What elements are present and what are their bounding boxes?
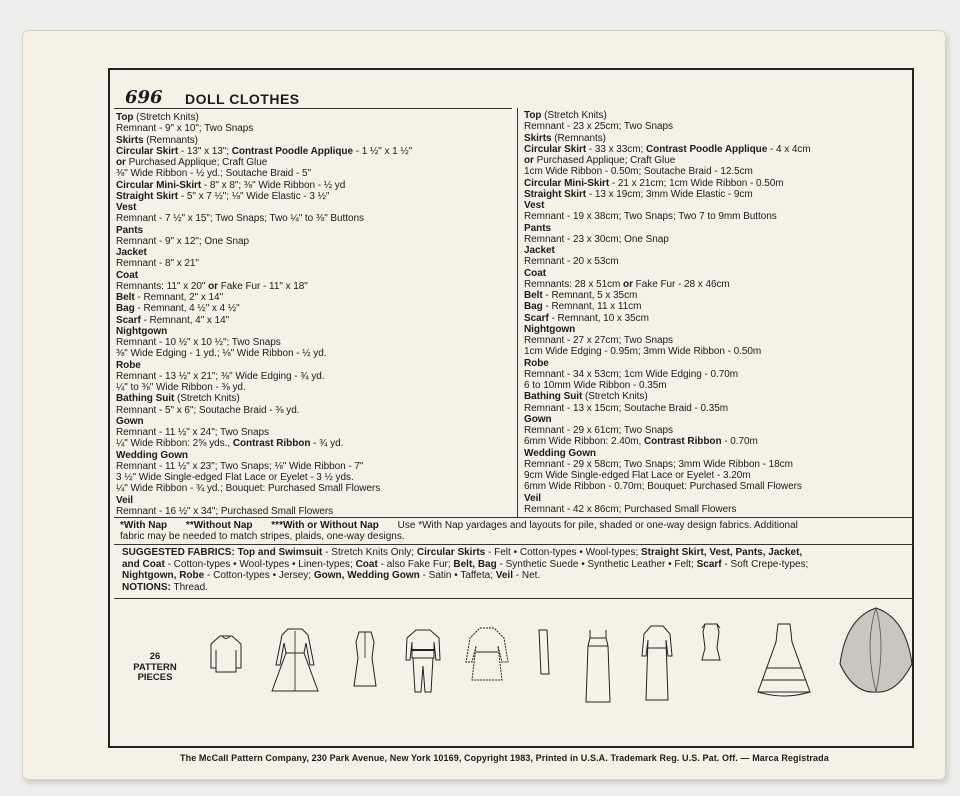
metric-line [524,470,811,481]
notions-rule [114,598,914,599]
wedding-gown-sketch [752,620,816,704]
imperial-line-text: Circular Skirt [116,145,179,157]
imperial-line-text: Pants [116,224,143,236]
metric-line-text: Jacket [524,245,555,256]
metric-line [524,436,811,447]
imperial-line-text: Coat [116,269,139,281]
imperial-line-text: - Remnant, 2" x 14" [134,292,224,303]
metric-line [524,133,811,144]
metric-line-text: - 21 x 21cm; 1cm Wide Ribbon - 0.50m [609,177,784,189]
imperial-line-text: Contrast Poodle Applique [231,145,353,157]
pieces-label-1: PATTERN [133,661,177,673]
imperial-line [116,135,412,146]
imperial-line [116,348,412,359]
without-nap-label: **Without Nap [185,520,253,531]
imperial-line-text: Robe [116,359,141,371]
imperial-line [116,303,412,314]
imperial-line [116,371,412,382]
imperial-line-text: - ¾ yd. [310,438,344,450]
imperial-line-text: Remnant - 16 ½" x 34"; Purchased Small Flowers [116,505,334,517]
imperial-line-text: Nightgown [116,325,168,337]
metric-line [524,346,811,357]
column-divider [517,108,518,518]
imperial-line [116,326,412,337]
fabrics-line-text: - also Fake Fur; [377,558,454,570]
fabrics-line [122,570,912,582]
imperial-line-text: Vest [116,202,137,213]
fabrics-line-text: Veil [495,570,513,581]
metric-line-text: Circular Mini-Skirt [524,177,610,189]
imperial-line-text: Remnants: 11" x 20" [116,280,209,292]
metric-line-text: 6mm Wide Ribbon - 0.70m; Bouquet: Purchased Small Flowers [524,481,802,493]
metric-requirements-column [524,110,811,515]
metric-line-text: Wedding Gown [524,447,596,459]
bathing-suit-sketch [696,620,726,670]
metric-line-text: - Remnant, 5 x 35cm [542,290,638,301]
imperial-line-text: Remnant - 10 ½" x 10 ½"; Two Snaps [116,337,281,348]
metric-line [524,211,811,222]
metric-line [524,110,811,121]
fabrics-line-text: Thread. [170,581,208,593]
metric-line [524,504,811,515]
imperial-line [116,337,412,348]
fabrics-line-text: Gown, Wedding Gown [313,570,420,581]
metric-line-text: Veil [524,492,542,504]
imperial-line [116,495,412,506]
pattern-title: DOLL CLOTHES [185,91,300,107]
metric-line [524,200,811,211]
metric-line-text: Contrast Ribbon [643,436,722,448]
imperial-requirements-column [116,112,412,517]
imperial-line-text: Circular Mini-Skirt [116,179,202,191]
nap-note: Use *With Nap yardages and layouts for pile, shaded or one-way design fabrics. Additional [397,520,798,531]
imperial-line-text: (Remnants) [143,134,198,146]
imperial-line [116,202,412,213]
imperial-line [116,247,412,258]
imperial-line [116,180,412,191]
imperial-line-text: - Remnant, 4 ½" x 4 ½" [134,303,240,315]
metric-line-text: Remnant - 34 x 53cm; 1cm Wide Edging - 0.70m [524,368,739,380]
pattern-pieces-count [125,652,185,684]
imperial-line [116,416,412,427]
metric-line-text: - 4 x 4cm [767,143,811,155]
imperial-line [116,112,412,123]
imperial-line-text: or [116,157,126,168]
metric-line [524,358,811,369]
imperial-line [116,225,412,236]
metric-line-text: Remnant - 19 x 38cm; Two Snaps; Two 7 to 9mm Buttons [524,211,777,223]
with-or-without-nap-label: ***With or Without Nap [271,520,379,531]
metric-line [524,234,811,245]
metric-line-text: Robe [524,357,549,369]
metric-line-text: Circular Skirt [524,143,587,155]
imperial-line-text: Gown [116,415,144,427]
metric-line [524,279,811,290]
imperial-line [116,427,412,438]
fabrics-line-text: Nightgown, Robe [122,570,205,581]
metric-line-text: Gown [524,413,552,425]
imperial-line-text: Remnant - 13 ½" x 21"; ⅜" Wide Edging - ¾ yd. [116,370,325,382]
metric-line [524,403,811,414]
metric-line-text: Purchased Applique; Craft Glue [533,155,676,166]
metric-line-text: 1cm Wide Edging - 0.95m; 3mm Wide Ribbon - 0.50m [524,346,762,358]
fabrics-line-text: NOTIONS: [122,581,171,593]
metric-line [524,144,811,155]
fabrics-line-text: - Net. [513,570,541,581]
metric-line-text: Remnant - 27 x 27cm; Two Snaps [524,335,673,346]
imperial-line-text: ¼" Wide Ribbon - ¾ yd.; Bouquet: Purchased Small Flowers [116,483,381,495]
pattern-number: 696 [125,87,163,108]
metric-line [524,178,811,189]
metric-line-text: 9cm Wide Single-edged Flat Lace or Eyelet - 3.20m [524,470,751,481]
imperial-line [116,393,412,404]
metric-line-text: 6mm Wide Ribbon: 2.40m, [524,436,644,448]
imperial-line [116,123,412,134]
imperial-line [116,315,412,326]
robe-sketch [464,624,510,686]
imperial-line-text: - 1 ½" x 1 ½" [352,145,413,157]
imperial-line [116,270,412,281]
metric-line [524,189,811,200]
fabrics-line-text: - Cotton-types • Wool-types • Linen-types; [164,558,356,570]
metric-line-text: Remnant - 13 x 15cm; Soutache Braid - 0.35m [524,402,729,414]
metric-line-text: Remnant - 23 x 25cm; Two Snaps [524,121,673,133]
jacket-pants-sketch [403,626,443,696]
imperial-line-text: Remnant - 5" x 6"; Soutache Braid - ⅜ yd. [116,404,300,416]
imperial-line [116,236,412,247]
coat-dress-sketch [268,625,322,697]
metric-line-text: - 33 x 33cm; [586,143,646,155]
fabrics-line-text: Circular Skirts [416,547,486,558]
metric-line [524,313,811,324]
imperial-line-text: 3 ½" Wide Single-edged Flat Lace or Eyelet - 3 ½ yds. [116,472,354,483]
pieces-label-2: PIECES [137,672,173,683]
imperial-line-text: - 8" x 8"; ⅜" Wide Ribbon - ½ yd [201,179,346,191]
fabrics-line-text: - Cotton-types • Jersey; [204,570,314,581]
veil-sketch [836,604,916,696]
metric-line-text: (Stretch Knits) [582,391,648,403]
imperial-line-text: - 5" x 7 ½"; ⅛" Wide Elastic - 3 ½" [178,190,330,202]
metric-line-text: Bathing Suit [524,391,583,403]
metric-line-text: Contrast Poodle Applique [646,143,768,155]
fabrics-rule [114,544,914,545]
metric-line-text: Nightgown [524,323,576,335]
fabrics-line-text: - Felt • Cotton-types • Wool-types; [485,547,642,558]
metric-line-text: Remnant - 29 x 61cm; Two Snaps [524,425,673,436]
metric-line-text: - 13 x 19cm; 3mm Wide Elastic - 9cm [586,188,753,200]
metric-line [524,335,811,346]
metric-line-text: Coat [524,267,547,279]
imperial-line [116,360,412,371]
metric-line-text: (Stretch Knits) [541,110,607,121]
metric-line-text: Straight Skirt [524,188,587,200]
imperial-line-text: Contrast Ribbon [232,438,311,450]
top-sketch [208,632,244,676]
nap-rule [114,517,914,518]
imperial-line [116,258,412,269]
imperial-line [116,472,412,483]
nap-legend [120,520,798,542]
imperial-line [116,146,412,157]
imperial-line [116,438,412,449]
metric-line-text: Remnants: 28 x 51cm [524,278,624,290]
metric-line-text: Remnant - 29 x 58cm; Two Snaps; 3mm Wide Ribbon - 18cm [524,458,793,470]
nightgown-sketch [578,626,618,708]
metric-line-text: or [623,278,633,290]
metric-line-text: Remnant - 42 x 86cm; Purchased Small Flowers [524,503,737,515]
metric-line [524,493,811,504]
metric-line [524,481,811,492]
metric-line-text: Bag [524,301,543,313]
suggested-fabrics [122,547,912,593]
header-rule [114,108,512,109]
imperial-line-text: - 13" x 13"; [178,145,232,157]
metric-line [524,324,811,335]
with-nap-label: *With Nap [120,520,168,531]
metric-line [524,301,811,312]
imperial-line-text: Bag [116,303,135,315]
metric-line [524,155,811,166]
metric-line [524,414,811,425]
imperial-line-text: ⅜" Wide Ribbon - ½ yd.; Soutache Braid - 5" [116,168,312,180]
scarf-sketch [533,628,555,676]
metric-line-text: Pants [524,222,551,234]
imperial-line-text: Remnant - 9" x 10"; Two Snaps [116,123,254,135]
publisher-footer: The McCall Pattern Company, 230 Park Avenue, New York 10169, Copyright 1983, Printed in U.S.A. Trademark Reg. U.S. Pat. Off. — Marca Registrada [180,753,829,763]
metric-line-text: - Remnant, 11 x 11cm [542,301,642,313]
metric-line-text: Fake Fur - 28 x 46cm [632,278,730,290]
metric-line-text: Top [524,110,542,121]
imperial-line [116,157,412,168]
fabrics-line-text: and Coat [122,558,165,570]
imperial-line-text: Fake Fur - 11" x 18" [217,280,308,292]
imperial-line [116,506,412,517]
fabrics-line-text: - Synthetic Suede • Synthetic Leather • Felt; [496,558,697,570]
metric-line-text: Scarf [524,312,549,324]
fabrics-line-text: SUGGESTED FABRICS: Top and Swimsuit [122,547,323,558]
imperial-line-text: Top [116,112,134,123]
imperial-line [116,292,412,303]
imperial-line-text: (Stretch Knits) [133,112,199,123]
imperial-line [116,191,412,202]
metric-line [524,391,811,402]
metric-line [524,448,811,459]
fabrics-line-text: Coat [355,558,378,570]
imperial-line [116,213,412,224]
imperial-line [116,405,412,416]
metric-line [524,425,811,436]
nap-note-continued: fabric may be needed to match stripes, plaids, one-way designs. [120,531,405,542]
metric-line [524,459,811,470]
fabrics-line-text: Belt, Bag [453,558,497,570]
imperial-line [116,281,412,292]
fabrics-line-text: Straight Skirt, Vest, Pants, Jacket, [641,547,803,558]
imperial-line-text: Remnant - 8" x 21" [116,258,199,270]
metric-line-text: or [524,155,534,166]
imperial-line-text: Remnant - 11 ½" x 23"; Two Snaps; ⅛" Wide Ribbon - 7" [116,460,364,472]
imperial-line-text: Wedding Gown [116,449,188,461]
fabrics-line [122,559,912,571]
metric-line [524,380,811,391]
vest-sketch [350,628,380,690]
metric-line-text: - 0.70m [721,436,758,448]
imperial-line-text: Jacket [116,247,147,258]
imperial-line-text: ¼" to ⅜" Wide Ribbon - ⅜ yd. [116,382,246,393]
metric-line [524,268,811,279]
metric-line-text: 1cm Wide Ribbon - 0.50m; Soutache Braid - 12.5cm [524,166,753,178]
metric-line-text: (Remnants) [551,132,606,144]
imperial-line-text: ¼" Wide Ribbon: 2⅝ yds., [116,438,233,450]
metric-line [524,121,811,132]
gown-sketch [638,622,676,706]
metric-line [524,290,811,301]
metric-line-text: Vest [524,200,545,211]
imperial-line-text: Scarf [116,314,141,326]
metric-line-text: Belt [524,290,543,301]
metric-line-text: Skirts [524,132,552,144]
fabrics-line-text: Scarf [696,558,722,570]
imperial-line-text: Belt [116,292,135,303]
imperial-line-text: Veil [116,494,134,506]
imperial-line-text: Remnant - 11 ½" x 24"; Two Snaps [116,427,269,438]
metric-line [524,369,811,380]
imperial-line [116,450,412,461]
imperial-line-text: - Remnant, 4" x 14" [140,314,230,326]
imperial-line-text: Skirts [116,134,144,146]
imperial-line-text: or [208,280,218,292]
imperial-line [116,168,412,179]
metric-line [524,166,811,177]
metric-line [524,245,811,256]
pieces-number: 26 [149,651,161,662]
imperial-line [116,382,412,393]
imperial-line-text: Purchased Applique; Craft Glue [125,157,268,168]
metric-line-text: Remnant - 20 x 53cm [524,256,619,268]
fabrics-line [122,582,912,594]
fabrics-line-text: - Satin • Taffeta; [419,570,496,581]
imperial-line-text: Remnant - 7 ½" x 15"; Two Snaps; Two ¼" to ⅜" Buttons [116,213,364,225]
imperial-line [116,483,412,494]
fabrics-line-text: - Stretch Knits Only; [322,547,417,558]
fabrics-line [122,547,912,559]
metric-line [524,223,811,234]
imperial-line-text: ⅜" Wide Edging - 1 yd.; ⅛" Wide Ribbon - ½ yd. [116,348,327,360]
metric-line [524,256,811,267]
imperial-line-text: Bathing Suit [116,393,175,405]
metric-line-text: 6 to 10mm Wide Ribbon - 0.35m [524,380,667,391]
imperial-line-text: (Stretch Knits) [174,393,240,405]
metric-line-text: - Remnant, 10 x 35cm [548,312,649,324]
imperial-line [116,461,412,472]
metric-line-text: Remnant - 23 x 30cm; One Snap [524,233,669,245]
imperial-line-text: Straight Skirt [116,190,179,202]
fabrics-line-text: - Soft Crepe-types; [721,558,809,570]
imperial-line-text: Remnant - 9" x 12"; One Snap [116,235,249,247]
